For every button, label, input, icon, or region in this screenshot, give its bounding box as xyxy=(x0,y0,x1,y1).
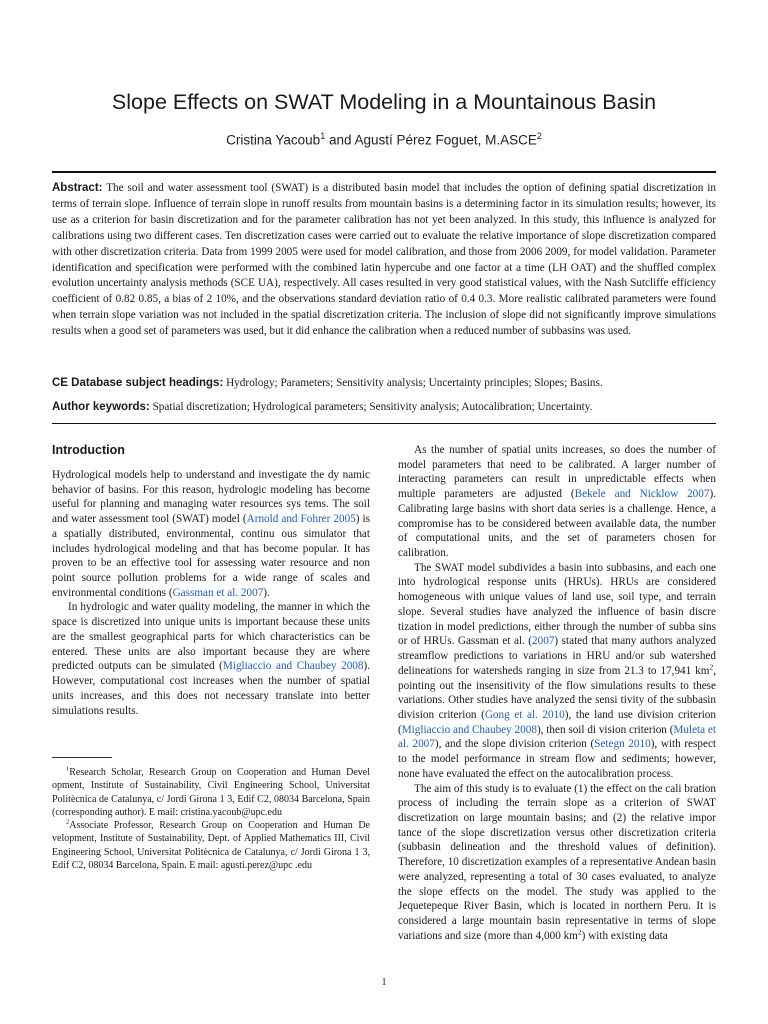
author-keywords-label: Author keywords: xyxy=(52,401,150,413)
citation-link[interactable]: Bekele and Nicklow 2007 xyxy=(574,488,710,501)
ce-subject-headings xyxy=(52,376,716,391)
author-conjunction: and xyxy=(328,132,352,148)
section-heading-introduction: Introduction xyxy=(52,443,125,457)
citation-link[interactable]: Migliaccio and Chaubey 2008 xyxy=(222,660,364,673)
citation-link[interactable]: Setegn 2010 xyxy=(594,738,651,751)
paragraph: In hydrologic and water quality modeling, the manner in which the space is discretized into unique units is important because these units are the smallest geographical parts for which characteristics can be entered. These units are also important because they are where predicted outputs can be simulated (Migliaccio and Chaubey 2008). However, computational cost increases when the number of spatial units increases, and this does not necessary translate into better simulations results. xyxy=(52,601,371,717)
citation-link[interactable]: 2007 xyxy=(532,635,555,648)
citation-link[interactable]: Migliaccio and Chaubey 2008 xyxy=(401,723,537,736)
citation-link[interactable]: Gassman et al. 2007 xyxy=(172,586,264,599)
abstract-text: The soil and water assessment tool (SWAT) is a distributed basin model that includes the option of defining spatial discretization in terms of terrain slope. Influence of terrain slope in runoff results from mountain basins is a determining factor in its simulation results; however, its use as a criterion for basin discretization and for the parameter calibration has not yet been analyzed. In this study, this influence is analyzed for calibrations using two different cases. Ten discretization cases were carried out to evaluate the relative importance of slope discretization compared with other discretization criteria. Data from 1999 2005 were used for model calibration, and those from 2006 2009, for model validation. Parameter identification and specification were performed with the combined latin hypercube and one factor at a time (LH OAT) and the shuffled complex evolution uncertainty analysis methods (SCE UA), respectively. All cases resulted in very good statistical values, with the Nash Sutcliffe efficiency coefficient of 0.82 0.85, a bias of 2 10%, and the observations standard deviation ratio of 0.4 0.3. More realistic calibrated parameters were found when terrain slope variation was not included in the spatial discretization criteria. The inclusion of slope did not significantly improve simulations results when a good set of parameters was used, but it did enhance the calibration when a reduced number of subbasins was used. xyxy=(52,182,716,338)
ce-headings-text: Hydrology; Parameters; Sensitivity analysis; Uncertainty principles; Slopes; Basins. xyxy=(226,377,603,389)
paragraph: The SWAT model subdivides a basin into subbasins, and each one into hydrological response units (HRUs). HRUs are considered homogeneous with unique values of land use, soil type, and terrain slope. Several studies have analyzed the influence of basin discre tization in model predictions, either through the number of subba sins or of HRUs. Gassman et al. (2007) stated that many authors analyzed streamflow predictions to variations in HRU and/or sub watershed delineations for watersheds ranging in size from 21.3 to 17,941 $km^2$, pointing out the insensitivity of the flow simulations results to these variations. Other studies have analyzed the sensi tivity of the subbasin division criterion (Gong et al. 2010), the land use division criterion (Migliaccio and Chaubey 2008), then soil di vision criterion (Muleta et al. 2007), and the slope division criterion (Setegn 2010), with respect to the model performance in stream flow and sediments; however, none have evaluated the effect on the autocalibration process. xyxy=(398,561,717,780)
author-line xyxy=(40,131,728,148)
footnote-2: $^2$Associate Professor, Research Group on Cooperation and Human De velopment, Institute of Sustainability, Dept. of Applied Mathematics III, Civil Engineering School, Universitat Politècnica de Catalunya, c/ Jordi Girona 1 3, Edif C2, 08034 Barcelona, Spain. E mail: agusti.perez@upc .edu xyxy=(52,818,370,872)
author-1-affil: 1 xyxy=(320,131,326,141)
paper-title: Slope Effects on SWAT Modeling in a Mountainous Basin xyxy=(111,90,657,114)
footnote-1: $^1$Research Scholar, Research Group on Cooperation and Human Devel opment, Institute of Sustainability, Civil Engineering School, Universitat Politècnica de Catalunya, c/ Jordi Girona 1 3, Edif C2, 08034 Barcelona, Spain (corresponding author). E mail: cristina.yacoub@upc.edu xyxy=(52,765,370,818)
right-column xyxy=(398,443,716,943)
author-2: Agustí Pérez Foguet, M.ASCE xyxy=(354,132,537,148)
paragraph: Hydrological models help to understand and investigate the dy namic behavior of basins. For this reason, hydrologic modeling has become useful for planning and managing water resources sys tems. The soil and water assessment tool (SWAT) model (Arnold and Fohrer 2005) is a spatially distributed, environmental, continu ous simulator that includes hydrological modeling and that has become popular. It has proven to be an effective tool for assessing water resource and non point source pollution problems for a wide range of scales and environmental conditions (Gassman et al. 2007). xyxy=(52,469,370,599)
author-keywords-text: Spatial discretization; Hydrological parameters; Sensitivity analysis; Autocalibration; Uncertainty. xyxy=(152,401,593,413)
header-rule xyxy=(52,171,716,173)
footnote-rule xyxy=(52,757,112,758)
citation-link[interactable]: Muleta et al. 2007 xyxy=(398,723,717,751)
author-2-affil: 2 xyxy=(536,131,542,141)
citation-link[interactable]: Gong et al. 2010 xyxy=(484,708,565,721)
footnotes xyxy=(52,766,370,872)
author-1: Cristina Yacoub xyxy=(226,132,321,148)
abstract-label: Abstract: xyxy=(52,182,103,194)
paragraph: The aim of this study is to evaluate (1) the effect on the cali bration process of including the terrain slope as a criterion of SWAT discretization on large mountain basins; and (2) the relative impor tance of the slope discretization versus other discretization criteria (subbasin delineation and the threshold values of definition). Therefore, 10 discretization examples of a representative Andean basin were analyzed, representing a total of 30 cases evaluated, to analyze the slope effects on the model. The study was applied to the Jequetepeque River Basin, which is located in northern Peru. It is considered a large mountain basin representative in terms of slope variations and size (more than 4,000 $km^2$) with existing data xyxy=(398,782,716,942)
ce-headings-label: CE Database subject headings: xyxy=(52,377,224,389)
paragraph: As the number of spatial units increases, so does the number of model parameters that need to be calibrated. A larger number of interacting parameters can result in unpredictable effects when multiple parameters are adjusted (Bekele and Nicklow 2007). Calibrating large basins with short data series is a challenge. Hence, a compromise has to be considered between available data, the number of computational units, and the set of parameters chosen for calibration. xyxy=(398,444,716,560)
author-keywords xyxy=(52,400,716,415)
abstract-rule xyxy=(52,423,716,424)
abstract xyxy=(52,181,716,340)
page-number: 1 xyxy=(381,977,387,988)
left-column xyxy=(52,468,370,718)
citation-link[interactable]: Arnold and Fohrer 2005 xyxy=(246,513,356,526)
